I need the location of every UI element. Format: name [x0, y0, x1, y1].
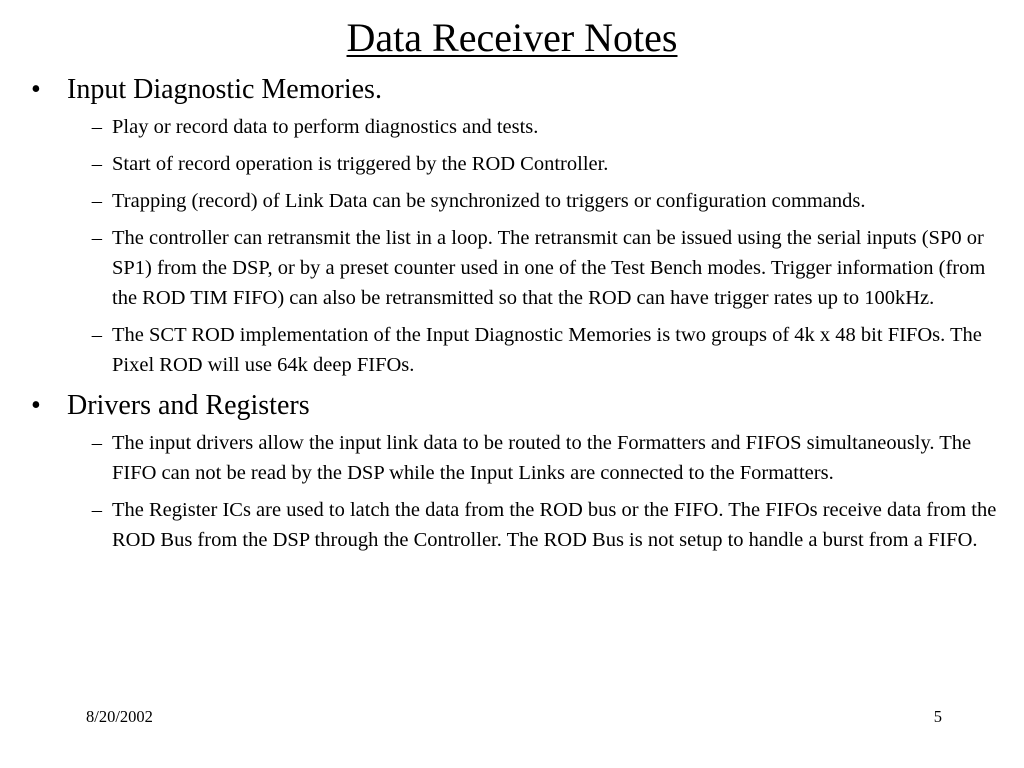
bullet-item	[28, 74, 998, 106]
bullet-marker: •	[31, 390, 41, 421]
sub-bullet-item	[28, 149, 998, 179]
slide-content	[28, 70, 998, 562]
bullet-item	[28, 390, 998, 422]
dash-marker: –	[91, 324, 102, 346]
sub-bullet-text: Start of record operation is triggered by the ROD Controller.	[112, 153, 609, 175]
sub-bullet-item	[28, 112, 998, 142]
sub-bullet-item	[28, 223, 998, 313]
bullet-marker: •	[31, 74, 41, 105]
sub-bullet-item	[28, 495, 998, 555]
slide-title-text: Data Receiver Notes	[346, 15, 678, 60]
sub-bullet-text: The SCT ROD implementation of the Input Diagnostic Memories is two groups of 4k x 48 bit FIFOs. The Pixel ROD will use 64k deep FIFOs.	[112, 324, 982, 376]
dash-marker: –	[91, 432, 102, 454]
sub-bullet-text: The input drivers allow the input link data to be routed to the Formatters and FIFOS simultaneously. The FIFO can not be read by the DSP while the Input Links are connected to the Formatters.	[112, 432, 972, 484]
sub-bullet-item	[28, 186, 998, 216]
sub-bullet-text: The controller can retransmit the list in a loop. The retransmit can be issued using the serial inputs (SP0 or SP1) from the DSP, or by a preset counter used in one of the Test Bench modes. Trigger information (from the ROD TIM FIFO) can also be retransmitted so that the ROD can have trigger rates up to 100kHz.	[112, 227, 986, 309]
footer-page-number: 5	[933, 707, 942, 726]
sub-bullet-item	[28, 428, 998, 488]
bullet-label: Drivers and Registers	[67, 390, 310, 421]
footer-date: 8/20/2002	[86, 707, 153, 726]
sub-bullet-text: The Register ICs are used to latch the data from the ROD bus or the FIFO. The FIFOs receive data from the ROD Bus from the DSP through the Controller. The ROD Bus is not setup to handle a burst from a FIFO.	[112, 499, 997, 551]
sub-bullet-list	[28, 428, 998, 555]
bullet-label: Input Diagnostic Memories.	[67, 74, 382, 105]
sub-bullet-item	[28, 320, 998, 380]
dash-marker: –	[91, 499, 102, 521]
slide-title	[0, 14, 1024, 62]
sub-bullet-text: Trapping (record) of Link Data can be synchronized to triggers or configuration commands.	[112, 190, 866, 212]
bullet-group-drivers-and-registers	[28, 390, 998, 555]
sub-bullet-list	[28, 112, 998, 380]
dash-marker: –	[91, 153, 102, 175]
dash-marker: –	[91, 190, 102, 212]
dash-marker: –	[91, 116, 102, 138]
bullet-group-input-diagnostic-memories	[28, 74, 998, 380]
sub-bullet-text: Play or record data to perform diagnostics and tests.	[112, 116, 539, 138]
dash-marker: –	[91, 227, 102, 249]
